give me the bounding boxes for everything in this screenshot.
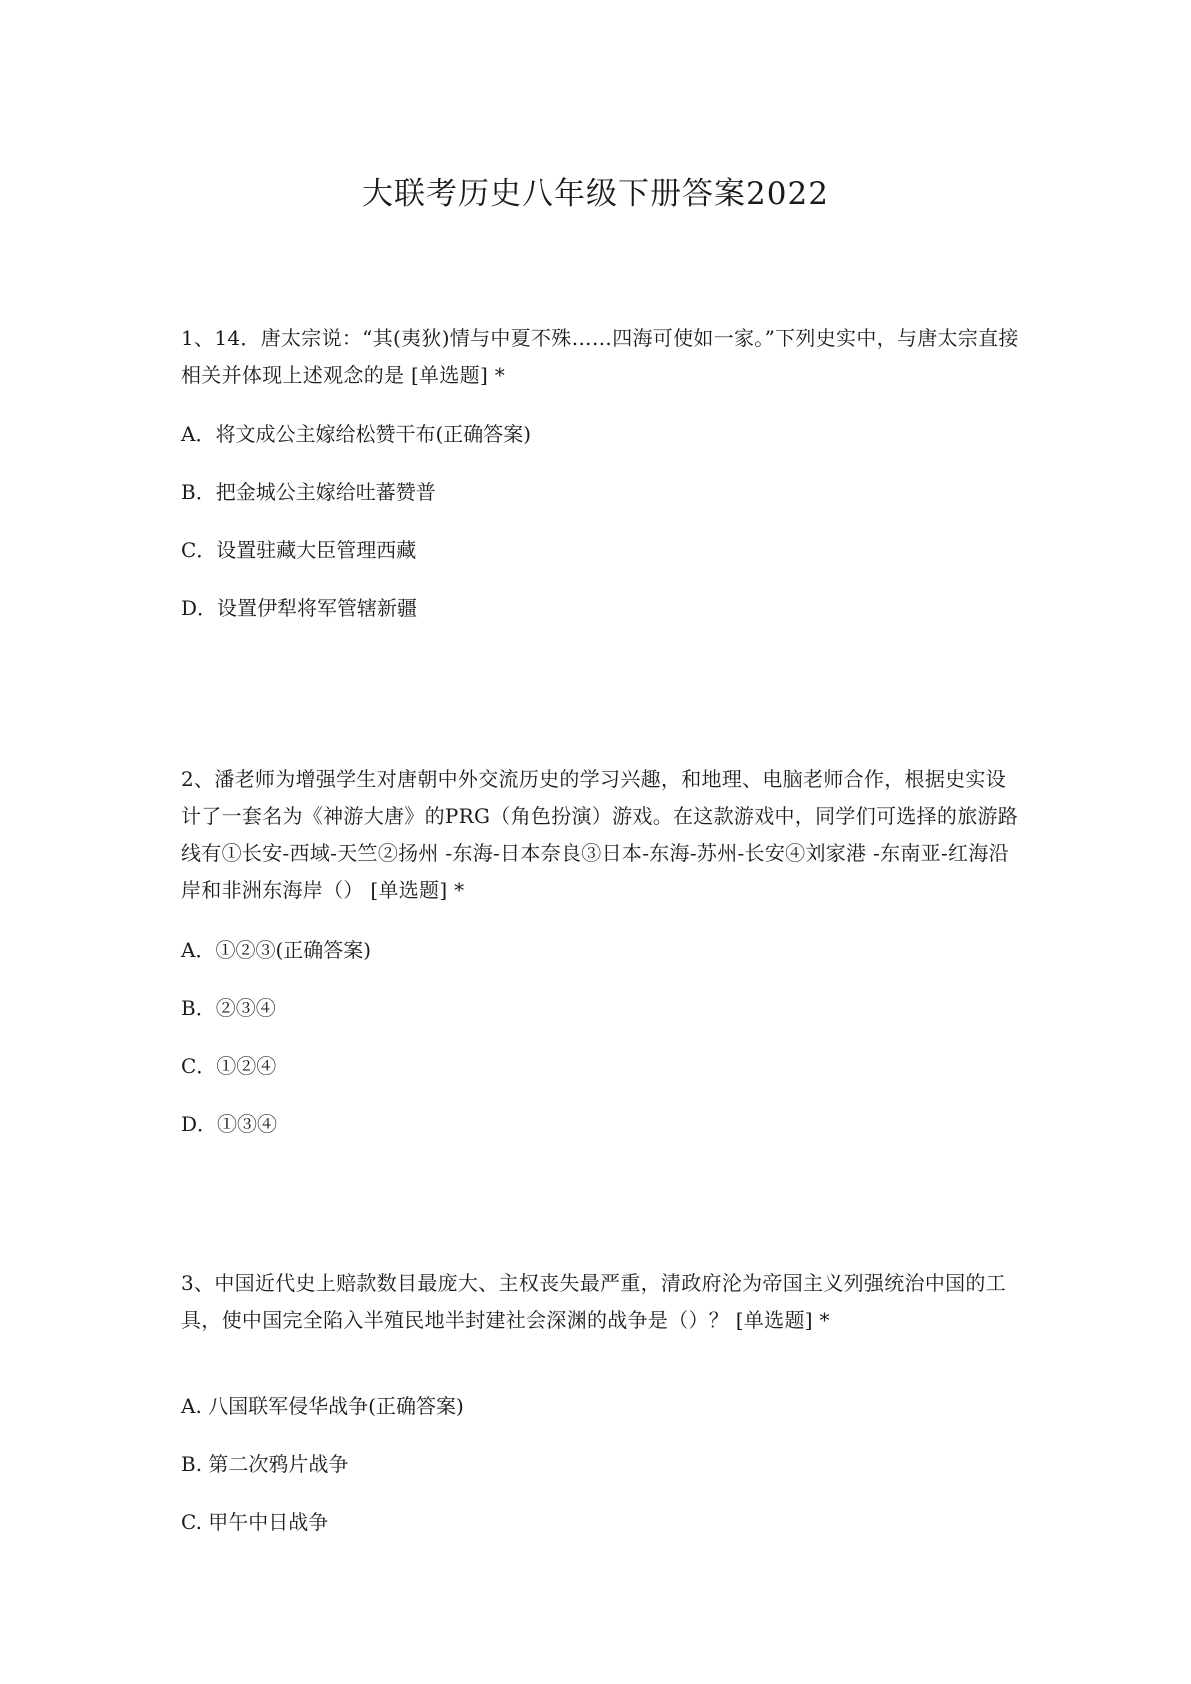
question-2-option-c[interactable]: C．①②④ [181, 1054, 277, 1078]
question-1-text: 1、14．唐太宗说：“其(夷狄)情与中夏不殊……四海可使如一家。”下列史实中，与唐太宗直接相关并体现上述观念的是 [单选题] * [181, 326, 1019, 387]
question-3-text: 3、中国近代史上赔款数目最庞大、主权丧失最严重，清政府沦为帝国主义列强统治中国的工具，使中国完全陷入半殖民地半封建社会深渊的战争是（）？ [单选题] * [181, 1271, 1007, 1332]
document-title: 大联考历史八年级下册答案2022 [362, 176, 829, 212]
question-2-option-a[interactable]: A．①②③(正确答案) [181, 938, 372, 962]
question-1-option-d[interactable]: D．设置伊犁将军管辖新疆 [181, 596, 418, 620]
question-3-option-c[interactable]: C. 甲午中日战争 [181, 1510, 329, 1534]
question-1-option-b[interactable]: B．把金城公主嫁给吐蕃赞普 [181, 480, 436, 504]
question-1-option-c[interactable]: C．设置驻藏大臣管理西藏 [181, 538, 417, 562]
question-3-option-b[interactable]: B. 第二次鸦片战争 [181, 1452, 349, 1476]
question-1-option-a[interactable]: A．将文成公主嫁给松赞干布(正确答案) [181, 422, 532, 446]
question-3-option-a[interactable]: A. 八国联军侵华战争(正确答案) [181, 1394, 464, 1418]
question-2-option-b[interactable]: B．②③④ [181, 996, 276, 1020]
question-2-text: 2、潘老师为增强学生对唐朝中外交流历史的学习兴趣，和地理、电脑老师合作，根据史实设计了一套名为《神游大唐》的PRG（角色扮演）游戏。在这款游戏中，同学们可选择的旅游路线有①长安-西域-天竺②扬州 -东海-日本奈良③日本-东海-苏州-长安④刘家港 -东南亚-红海沿岸和非洲东海岸（） [单选题] * [181, 767, 1019, 902]
question-2-option-d[interactable]: D．①③④ [181, 1112, 278, 1136]
